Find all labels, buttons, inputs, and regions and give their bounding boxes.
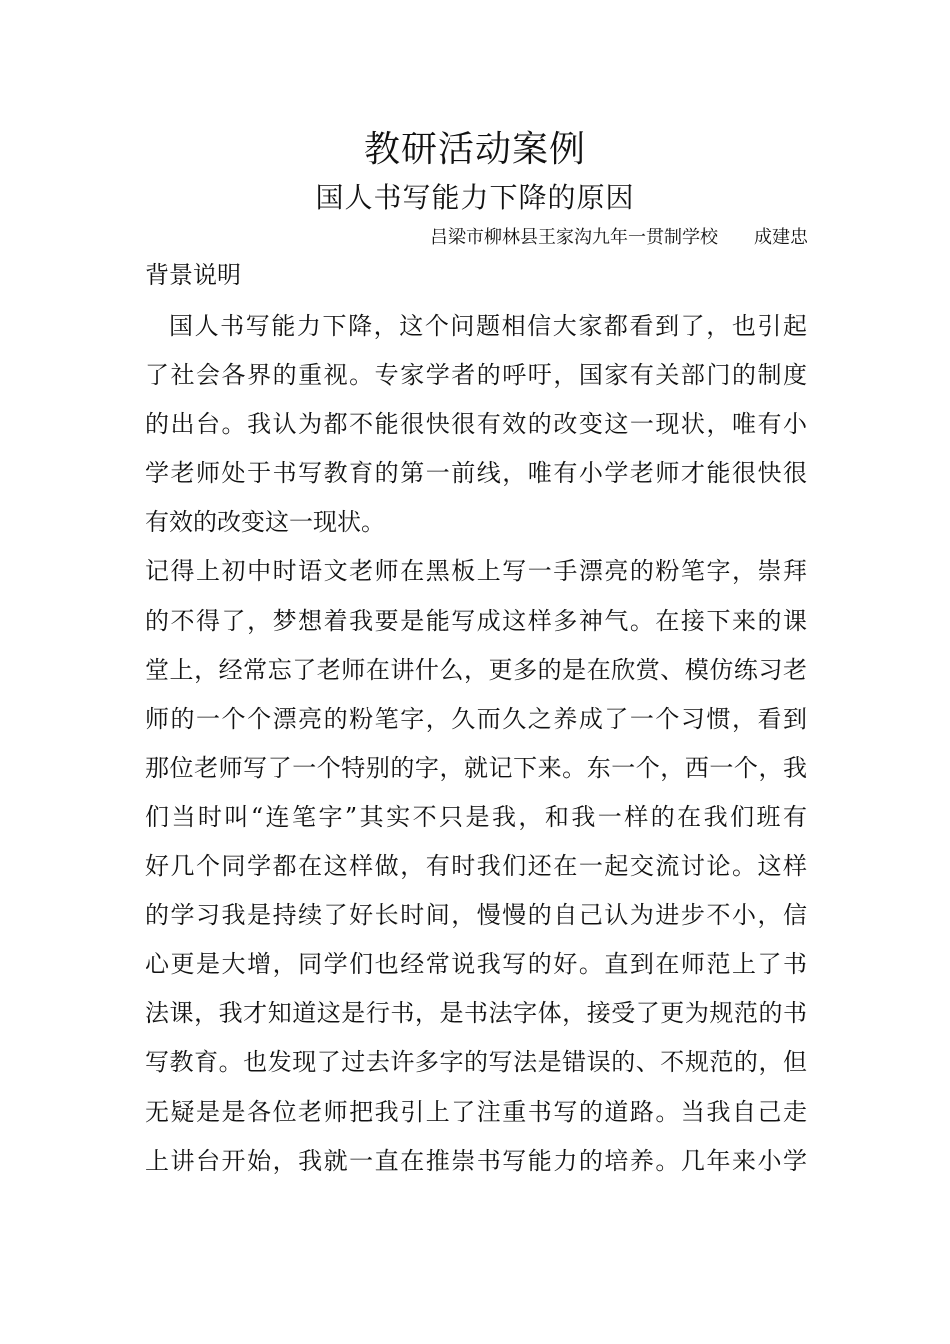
body-line: 国人书写能力下降，这个问题相信大家都看到了，也引起 — [169, 312, 807, 340]
body-line: 堂上，经常忘了老师在讲什么，更多的是在欣赏、模仿练习老 — [145, 655, 807, 684]
body-line: 好几个同学都在这样做，有时我们还在一起交流讨论。这样 — [145, 852, 807, 881]
body-line: 学老师处于书写教育的第一前线，唯有小学老师才能很快很 — [145, 459, 807, 488]
body-line: 心更是大增，同学们也经常说我写的好。直到在师范上了书 — [145, 950, 807, 979]
section-heading: 背景说明 — [145, 261, 241, 289]
body-line: 的出台。我认为都不能很快很有效的改变这一现状，唯有小 — [145, 410, 807, 439]
body-line: 记得上初中时语文老师在黑板上写一手漂亮的粉笔字，崇拜 — [145, 557, 807, 586]
body-line: 上讲台开始，我就一直在推崇书写能力的培养。几年来小学 — [145, 1146, 807, 1175]
body-line: 了社会各界的重视。专家学者的呼吁，国家有关部门的制度 — [145, 361, 807, 390]
body-line: 师的一个个漂亮的粉笔字，久而久之养成了一个习惯，看到 — [145, 704, 807, 733]
body-line: 那位老师写了一个特别的字，就记下来。东一个，西一个，我 — [145, 753, 807, 782]
body-line: 们当时叫“连笔字”其实不只是我，和我一样的在我们班有 — [145, 802, 807, 831]
body-line: 法课，我才知道这是行书，是书法字体，接受了更为规范的书 — [145, 999, 807, 1028]
document-subtitle: 国人书写能力下降的原因 — [315, 181, 635, 214]
body-line: 的学习我是持续了好长时间，慢慢的自己认为进步不小，信 — [145, 901, 807, 930]
author-byline: 吕梁市柳林县王家沟九年一贯制学校 成建忠 — [430, 227, 808, 248]
body-line: 写教育。也发现了过去许多字的写法是错误的、不规范的，但 — [145, 1048, 807, 1077]
document-title: 教研活动案例 — [363, 129, 586, 170]
body-line: 无疑是是各位老师把我引上了注重书写的道路。当我自己走 — [145, 1097, 807, 1126]
body-line: 的不得了，梦想着我要是能写成这样多神气。在接下来的课 — [145, 606, 807, 635]
body-line: 有效的改变这一现状。 — [145, 508, 385, 537]
body-text — [145, 302, 807, 1186]
